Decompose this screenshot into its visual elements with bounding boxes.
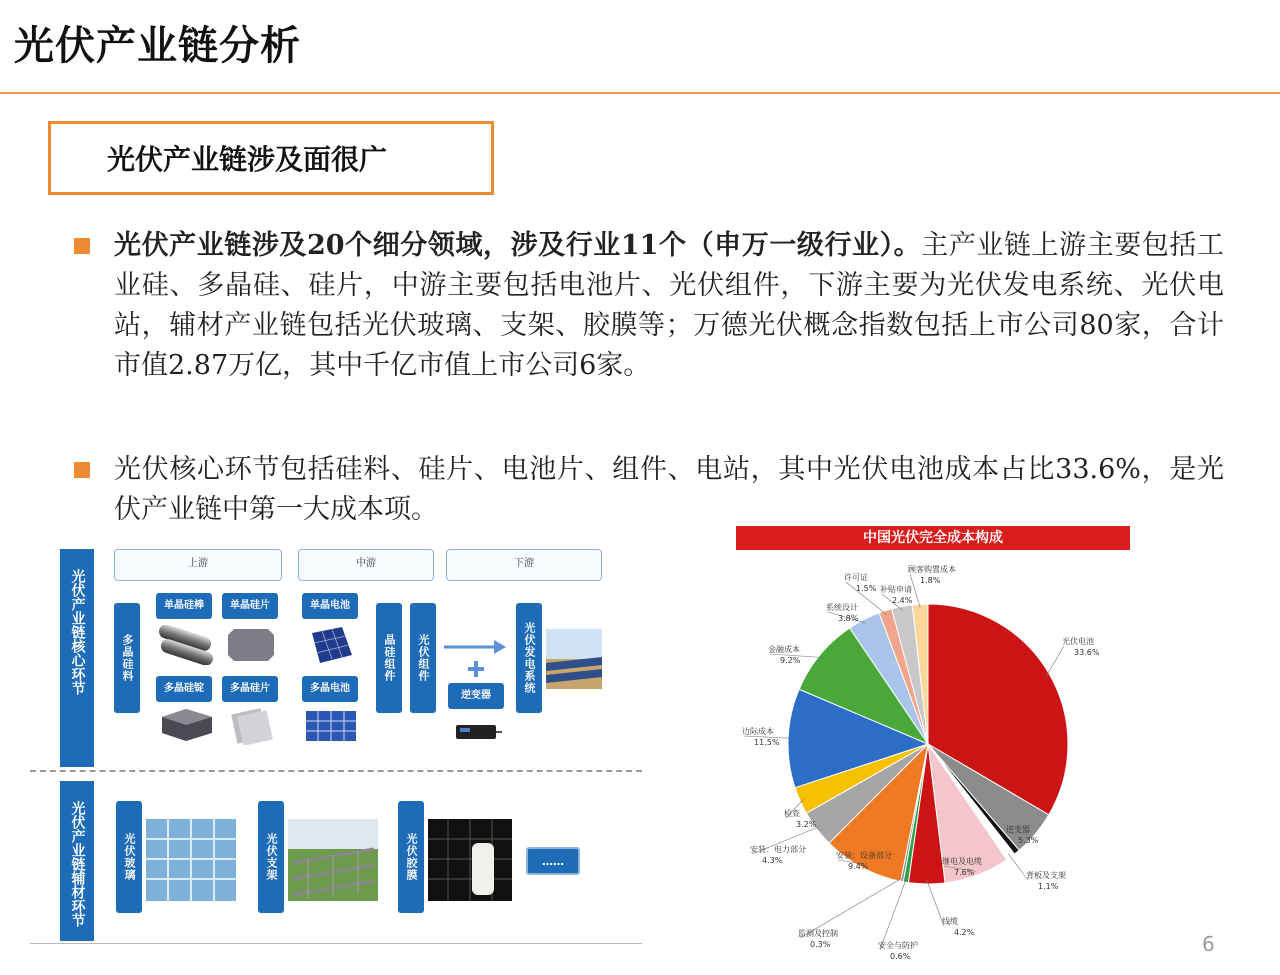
section-separator [30, 770, 642, 772]
multi-cell-image [304, 709, 358, 743]
pie-category-label: 线缆 [942, 917, 958, 926]
box-crystalline-module: 晶硅组件 [376, 603, 402, 713]
pie-value-label: 3.2% [796, 820, 817, 829]
section-heading: 光伏产业链涉及面很广 [48, 121, 494, 195]
inverter-image [452, 719, 504, 745]
pie-category-label: 安全与防护 [878, 941, 918, 950]
pie-value-label: 4.2% [954, 928, 975, 937]
box-pv-bracket: 光伏支架 [258, 801, 284, 913]
box-pv-system: 光伏发电系统 [516, 603, 542, 713]
pie-value-label: 0.3% [810, 940, 831, 949]
pie-category-label: 补贴申请 [880, 585, 912, 594]
aux-chain-label: 光伏产业链辅材环节 [60, 781, 94, 941]
pie-value-label: 5.3% [1018, 836, 1039, 845]
pv-film-image [428, 819, 512, 901]
title-divider [0, 92, 1280, 94]
slide-title: 光伏产业链分析 [14, 23, 301, 69]
bullet-text [114, 450, 1224, 530]
pie-value-label: 4.3% [762, 856, 783, 865]
box-more: …… [526, 847, 580, 875]
pie-leader-line [1046, 646, 1064, 676]
box-mono-rod: 单晶硅棒 [156, 593, 212, 619]
stage-upstream: 上游 [114, 549, 282, 581]
pie-value-label: 3.8% [838, 614, 859, 623]
pie-category-label: 顾客购置成本 [908, 565, 956, 574]
pie-category-label: 光伏电池 [1062, 637, 1094, 646]
stage-downstream: 下游 [446, 549, 602, 581]
pie-value-label: 9.4% [848, 862, 869, 871]
box-mono-cell: 单晶电池 [302, 593, 358, 619]
box-inverter: 逆变器 [448, 683, 504, 709]
bullet-square-icon [74, 238, 90, 254]
pv-station-image [546, 629, 602, 689]
box-pv-module: 光伏组件 [410, 603, 436, 713]
pie-value-label: 7.6% [954, 868, 975, 877]
pie-value-label: 1.8% [920, 576, 941, 585]
pv-bracket-image [288, 819, 378, 901]
bullet-bold-text: 光伏产业链涉及20个细分领域，涉及行业11个（申万一级行业）。 [114, 230, 922, 261]
pv-glass-image [146, 819, 236, 901]
box-multi-wafer: 多晶硅片 [222, 676, 278, 702]
pie-category-label: 背板及支架 [1026, 871, 1066, 880]
bullet-item [74, 450, 1224, 530]
box-mono-wafer: 单晶硅片 [222, 593, 278, 619]
pie-category-label: 系统设计 [826, 603, 858, 612]
stage-midstream: 中游 [298, 549, 434, 581]
box-pv-film: 光伏胶膜 [398, 801, 424, 913]
pie-value-label: 9.2% [780, 656, 801, 665]
mono-cell-image [306, 625, 356, 665]
box-multi-cell: 多晶电池 [302, 676, 358, 702]
pie-value-label: 1.1% [1038, 882, 1059, 891]
pie-leader-line [880, 878, 906, 950]
pie-category-label: 安装：设备部分 [836, 851, 892, 860]
multi-wafer-image [226, 707, 276, 745]
pie-category-label: 检查 [784, 809, 800, 818]
pie-category-label: 安装：电力部分 [750, 845, 806, 854]
cost-pie-chart [710, 552, 1130, 964]
pie-category-label: 边际成本 [742, 727, 774, 736]
bullet-body-text: 主产业链上游主要包括工业硅、多晶硅、硅片，中游主要包括电池片、光伏组件，下游主要为光伏发电系统、光伏电站，辅材产业链包括光伏玻璃、支架、胶膜等；万德光伏概念指数包括上市公司80家，合计市值2.87万亿，其中千亿市值上市公司6家。 [114, 230, 1224, 381]
bullet-body-text: 光伏核心环节包括硅料、硅片、电池片、组件、电站，其中光伏电池成本占比33.6%，是光伏产业链中第一大成本项。 [114, 454, 1224, 525]
arrow-icon [442, 637, 508, 657]
pie-value-label: 33.6% [1074, 648, 1100, 657]
box-polysilicon: 多晶硅料 [114, 603, 140, 713]
pie-category-label: 继电及电缆 [942, 857, 982, 866]
bullet-text [114, 226, 1224, 386]
pie-category-label: 监测及控制 [798, 929, 838, 938]
bullet-item [74, 226, 1224, 386]
pie-value-label: 0.6% [890, 952, 911, 961]
bullet-square-icon [74, 462, 90, 478]
box-multi-ingot: 多晶硅锭 [156, 676, 212, 702]
core-chain-label: 光伏产业链核心环节 [60, 549, 94, 767]
plus-icon [466, 659, 486, 679]
diagram-bottom-rule [30, 943, 642, 944]
box-pv-glass: 光伏玻璃 [116, 801, 142, 913]
page-number: 6 [1202, 932, 1215, 956]
pie-value-label: 2.4% [892, 596, 913, 605]
chart-title: 中国光伏完全成本构成 [736, 526, 1130, 550]
pie-category-label: 逆变器 [1006, 825, 1030, 834]
industry-chain-diagram [30, 545, 642, 945]
pie-value-label: 1.5% [856, 584, 877, 593]
multi-ingot-image [156, 707, 216, 745]
pie-category-label: 金融成本 [768, 645, 800, 654]
pie-category-label: 许可证 [844, 573, 868, 582]
pie-value-label: 11.5% [754, 738, 780, 747]
mono-wafer-image [226, 625, 276, 665]
silicon-rod-image [156, 625, 216, 665]
